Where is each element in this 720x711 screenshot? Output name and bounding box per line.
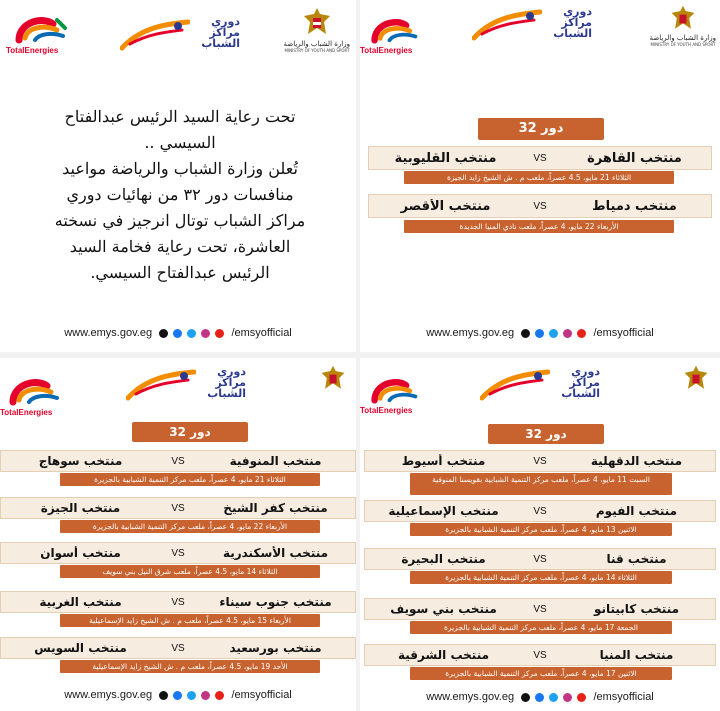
away-team: منتخب بني سويف bbox=[390, 602, 497, 616]
facebook-icon[interactable] bbox=[173, 329, 182, 338]
website-link[interactable]: www.emys.gov.eg bbox=[426, 691, 515, 703]
youth-centers-logo bbox=[480, 366, 600, 406]
youth-centers-logo bbox=[472, 6, 592, 46]
home-team: منتخب الفيوم bbox=[595, 504, 678, 518]
match-info: الأحد 19 مايو، 4.5 عصراً، ملعب م . ش الشيخ زايد الإسماعيلية bbox=[60, 660, 320, 673]
fixtures-panel bbox=[360, 0, 720, 352]
away-team: منتخب الأقصر bbox=[400, 198, 491, 214]
match-row bbox=[0, 450, 356, 472]
ministry-logo bbox=[310, 364, 356, 422]
announcement-line: تُعلن وزارة الشباب والرياضة مواعيد bbox=[62, 159, 298, 178]
ministry-logo bbox=[672, 364, 720, 422]
round-label: دور 32 bbox=[132, 422, 248, 442]
footer bbox=[360, 691, 720, 703]
tiktok-icon[interactable] bbox=[159, 691, 168, 700]
round-label: دور 32 bbox=[478, 118, 604, 140]
ministry-name-ar: وزارة الشباب والرياضة bbox=[283, 40, 350, 48]
vs-label: VS bbox=[171, 596, 185, 608]
totalenergies-icon bbox=[7, 376, 63, 408]
totalenergies-wordmark: TotalEnergies bbox=[6, 46, 59, 55]
announcement-line: مراكز الشباب توتال انرجيز في نسخته bbox=[54, 211, 306, 230]
vs-label: VS bbox=[171, 455, 185, 467]
match-info: الثلاثاء 14 مايو، 4 عصراً، ملعب مركز التنمية الشبابية بالجزيرة bbox=[410, 571, 672, 584]
footer bbox=[0, 689, 356, 701]
youth-centers-wordmark: دوري مراكز الشباب bbox=[201, 15, 240, 50]
twitter-icon[interactable] bbox=[549, 329, 558, 338]
social-icons bbox=[520, 327, 587, 339]
home-team: منتخب دمياط bbox=[592, 198, 677, 214]
announcement-text bbox=[30, 104, 330, 286]
eagle-icon bbox=[318, 364, 348, 394]
ministry-name-en: MINISTRY OF YOUTH AND SPORT bbox=[650, 42, 716, 47]
away-team: منتخب القليوبية bbox=[394, 150, 497, 166]
home-team: منتخب الأسكندرية bbox=[222, 546, 329, 560]
instagram-icon[interactable] bbox=[563, 693, 572, 702]
away-team: منتخب أسيوط bbox=[401, 454, 486, 468]
totalenergies-wordmark: TotalEnergies bbox=[360, 406, 413, 415]
ministry-logo bbox=[650, 4, 716, 62]
away-team: منتخب سوهاج bbox=[38, 454, 123, 468]
vs-label: VS bbox=[533, 505, 547, 517]
website-link[interactable]: www.emys.gov.eg bbox=[64, 689, 153, 701]
home-team: منتخب كابيتانو bbox=[593, 602, 680, 616]
match-row bbox=[368, 146, 712, 170]
match-info: السبت 11 مايو، 4 عصراً، ملعب مركز التنمية الشبابية بقويسنا المنوفية bbox=[410, 473, 672, 495]
vs-label: VS bbox=[533, 603, 547, 615]
match-row bbox=[0, 542, 356, 564]
away-team: منتخب الغربية bbox=[39, 595, 122, 609]
ministry-name-ar: وزارة الشباب والرياضة bbox=[649, 34, 716, 42]
facebook-icon[interactable] bbox=[173, 691, 182, 700]
youth-centers-logo bbox=[120, 16, 240, 56]
fixtures-panel bbox=[0, 358, 356, 711]
social-icons bbox=[158, 689, 225, 701]
social-icons bbox=[520, 691, 587, 703]
match-row bbox=[0, 497, 356, 519]
ministry-name-en: MINISTRY OF YOUTH AND SPORT bbox=[284, 48, 350, 53]
home-team: منتخب قنا bbox=[606, 552, 667, 566]
instagram-icon[interactable] bbox=[201, 691, 210, 700]
totalenergies-wordmark: TotalEnergies bbox=[360, 46, 413, 55]
vs-label: VS bbox=[171, 547, 185, 559]
footer bbox=[360, 327, 720, 339]
website-link[interactable]: www.emys.gov.eg bbox=[64, 327, 153, 339]
vs-label: VS bbox=[533, 649, 547, 661]
away-team: منتخب الجيزة bbox=[40, 501, 121, 515]
youth-centers-logo bbox=[126, 366, 246, 406]
home-team: منتخب الدقهلية bbox=[590, 454, 683, 468]
vs-label: VS bbox=[533, 152, 547, 164]
away-team: منتخب البحيرة bbox=[401, 552, 486, 566]
match-row bbox=[364, 598, 716, 620]
vs-label: VS bbox=[533, 553, 547, 565]
home-team: منتخب المنوفية bbox=[229, 454, 322, 468]
social-handle[interactable]: /emsyofficial bbox=[593, 327, 654, 339]
totalenergies-icon bbox=[369, 16, 421, 46]
totalenergies-logo bbox=[360, 376, 430, 422]
facebook-icon[interactable] bbox=[535, 693, 544, 702]
away-team: منتخب أسوان bbox=[40, 546, 121, 560]
twitter-icon[interactable] bbox=[187, 329, 196, 338]
announcement-panel bbox=[0, 0, 356, 352]
match-row bbox=[364, 644, 716, 666]
youth-centers-wordmark: دوري مراكز الشباب bbox=[553, 5, 592, 40]
website-link[interactable]: www.emys.gov.eg bbox=[426, 327, 515, 339]
ministry-logo bbox=[284, 6, 350, 64]
totalenergies-wordmark: TotalEnergies bbox=[0, 408, 53, 417]
twitter-icon[interactable] bbox=[549, 693, 558, 702]
match-info: الأربعاء 22 مايو، 4 عصراً، ملعب مركز التنمية الشبابية بالجزيرة bbox=[60, 520, 320, 533]
social-handle[interactable]: /emsyofficial bbox=[593, 691, 654, 703]
twitter-icon[interactable] bbox=[187, 691, 196, 700]
match-info: الثلاثاء 14 مايو، 4.5 عصراً، ملعب شرق النيل بني سويف bbox=[60, 565, 320, 578]
announcement-line: منافسات دور ٣٢ من نهائيات دوري bbox=[66, 185, 294, 204]
swoosh-icon bbox=[126, 368, 196, 404]
youtube-icon[interactable] bbox=[215, 691, 224, 700]
home-team: منتخب جنوب سيناء bbox=[219, 595, 332, 609]
away-team: منتخب الإسماعيلية bbox=[388, 504, 499, 518]
eagle-icon bbox=[300, 6, 334, 40]
match-info: الاثنين 13 مايو، 4 عصراً، ملعب مركز التنمية الشبابية بالجزيرة bbox=[410, 523, 672, 536]
home-team: منتخب كفر الشيخ bbox=[223, 501, 328, 515]
vs-label: VS bbox=[171, 642, 185, 654]
totalenergies-icon bbox=[13, 14, 69, 46]
social-handle[interactable]: /emsyofficial bbox=[231, 689, 292, 701]
match-row bbox=[368, 194, 712, 218]
announcement-line: تحت رعاية السيد الرئيس عبدالفتاح bbox=[64, 107, 296, 126]
match-info: الأربعاء 22 مايو، 4 عصراً، ملعب نادي المنيا الجديدة bbox=[404, 220, 674, 233]
youtube-icon[interactable] bbox=[577, 329, 586, 338]
match-info: الثلاثاء 21 مايو، 4 عصراً، ملعب مركز التنمية الشبابية بالجزيرة bbox=[60, 473, 320, 486]
facebook-icon[interactable] bbox=[535, 329, 544, 338]
announcement-line: الرئيس عبدالفتاح السيسي. bbox=[90, 263, 270, 282]
totalenergies-logo bbox=[6, 14, 76, 60]
away-team: منتخب السويس bbox=[34, 641, 127, 655]
match-info: الجمعة 17 مايو، 4 عصراً، ملعب مركز التنمية الشبابية بالجزيرة bbox=[410, 621, 672, 634]
totalenergies-logo bbox=[360, 16, 430, 62]
totalenergies-icon bbox=[369, 376, 421, 406]
eagle-icon bbox=[668, 4, 698, 34]
footer bbox=[0, 327, 356, 339]
tiktok-icon[interactable] bbox=[159, 329, 168, 338]
match-info: الثلاثاء 21 مايو، 4.5 عصراً، ملعب م . ش الشيخ زايد الجيزة bbox=[404, 171, 674, 184]
swoosh-icon bbox=[120, 18, 190, 54]
vs-label: VS bbox=[171, 502, 185, 514]
home-team: منتخب المنيا bbox=[599, 648, 674, 662]
match-info: الأربعاء 15 مايو، 4.5 عصراً، ملعب م . ش الشيخ زايد الإسماعيلية bbox=[60, 614, 320, 627]
announcement-line: العاشرة، تحت رعاية فخامة السيد bbox=[69, 237, 291, 256]
match-info: الاثنين 17 مايو، 4 عصراً، ملعب مركز التنمية الشبابية بالجزيرة bbox=[410, 667, 672, 680]
swoosh-icon bbox=[480, 368, 550, 404]
instagram-icon[interactable] bbox=[201, 329, 210, 338]
vs-label: VS bbox=[533, 200, 547, 212]
match-row bbox=[364, 548, 716, 570]
vs-label: VS bbox=[533, 455, 547, 467]
round-label: دور 32 bbox=[488, 424, 604, 444]
instagram-icon[interactable] bbox=[563, 329, 572, 338]
youtube-icon[interactable] bbox=[577, 693, 586, 702]
eagle-icon bbox=[681, 364, 711, 394]
tiktok-icon[interactable] bbox=[521, 693, 530, 702]
match-row bbox=[0, 591, 356, 613]
swoosh-icon bbox=[472, 8, 542, 44]
home-team: منتخب القاهرة bbox=[587, 150, 682, 166]
match-row bbox=[364, 500, 716, 522]
home-team: منتخب بورسعيد bbox=[229, 641, 322, 655]
totalenergies-logo bbox=[0, 376, 70, 422]
match-row bbox=[0, 637, 356, 659]
youth-centers-wordmark: دوري مراكز الشباب bbox=[561, 365, 600, 400]
announcement-line: السيسي .. bbox=[144, 133, 216, 152]
match-row bbox=[364, 450, 716, 472]
social-icons bbox=[158, 327, 225, 339]
social-handle[interactable]: /emsyofficial bbox=[231, 327, 292, 339]
fixtures-panel bbox=[360, 358, 720, 711]
youth-centers-wordmark: دوري مراكز الشباب bbox=[207, 365, 246, 400]
tiktok-icon[interactable] bbox=[521, 329, 530, 338]
youtube-icon[interactable] bbox=[215, 329, 224, 338]
away-team: منتخب الشرقية bbox=[397, 648, 490, 662]
